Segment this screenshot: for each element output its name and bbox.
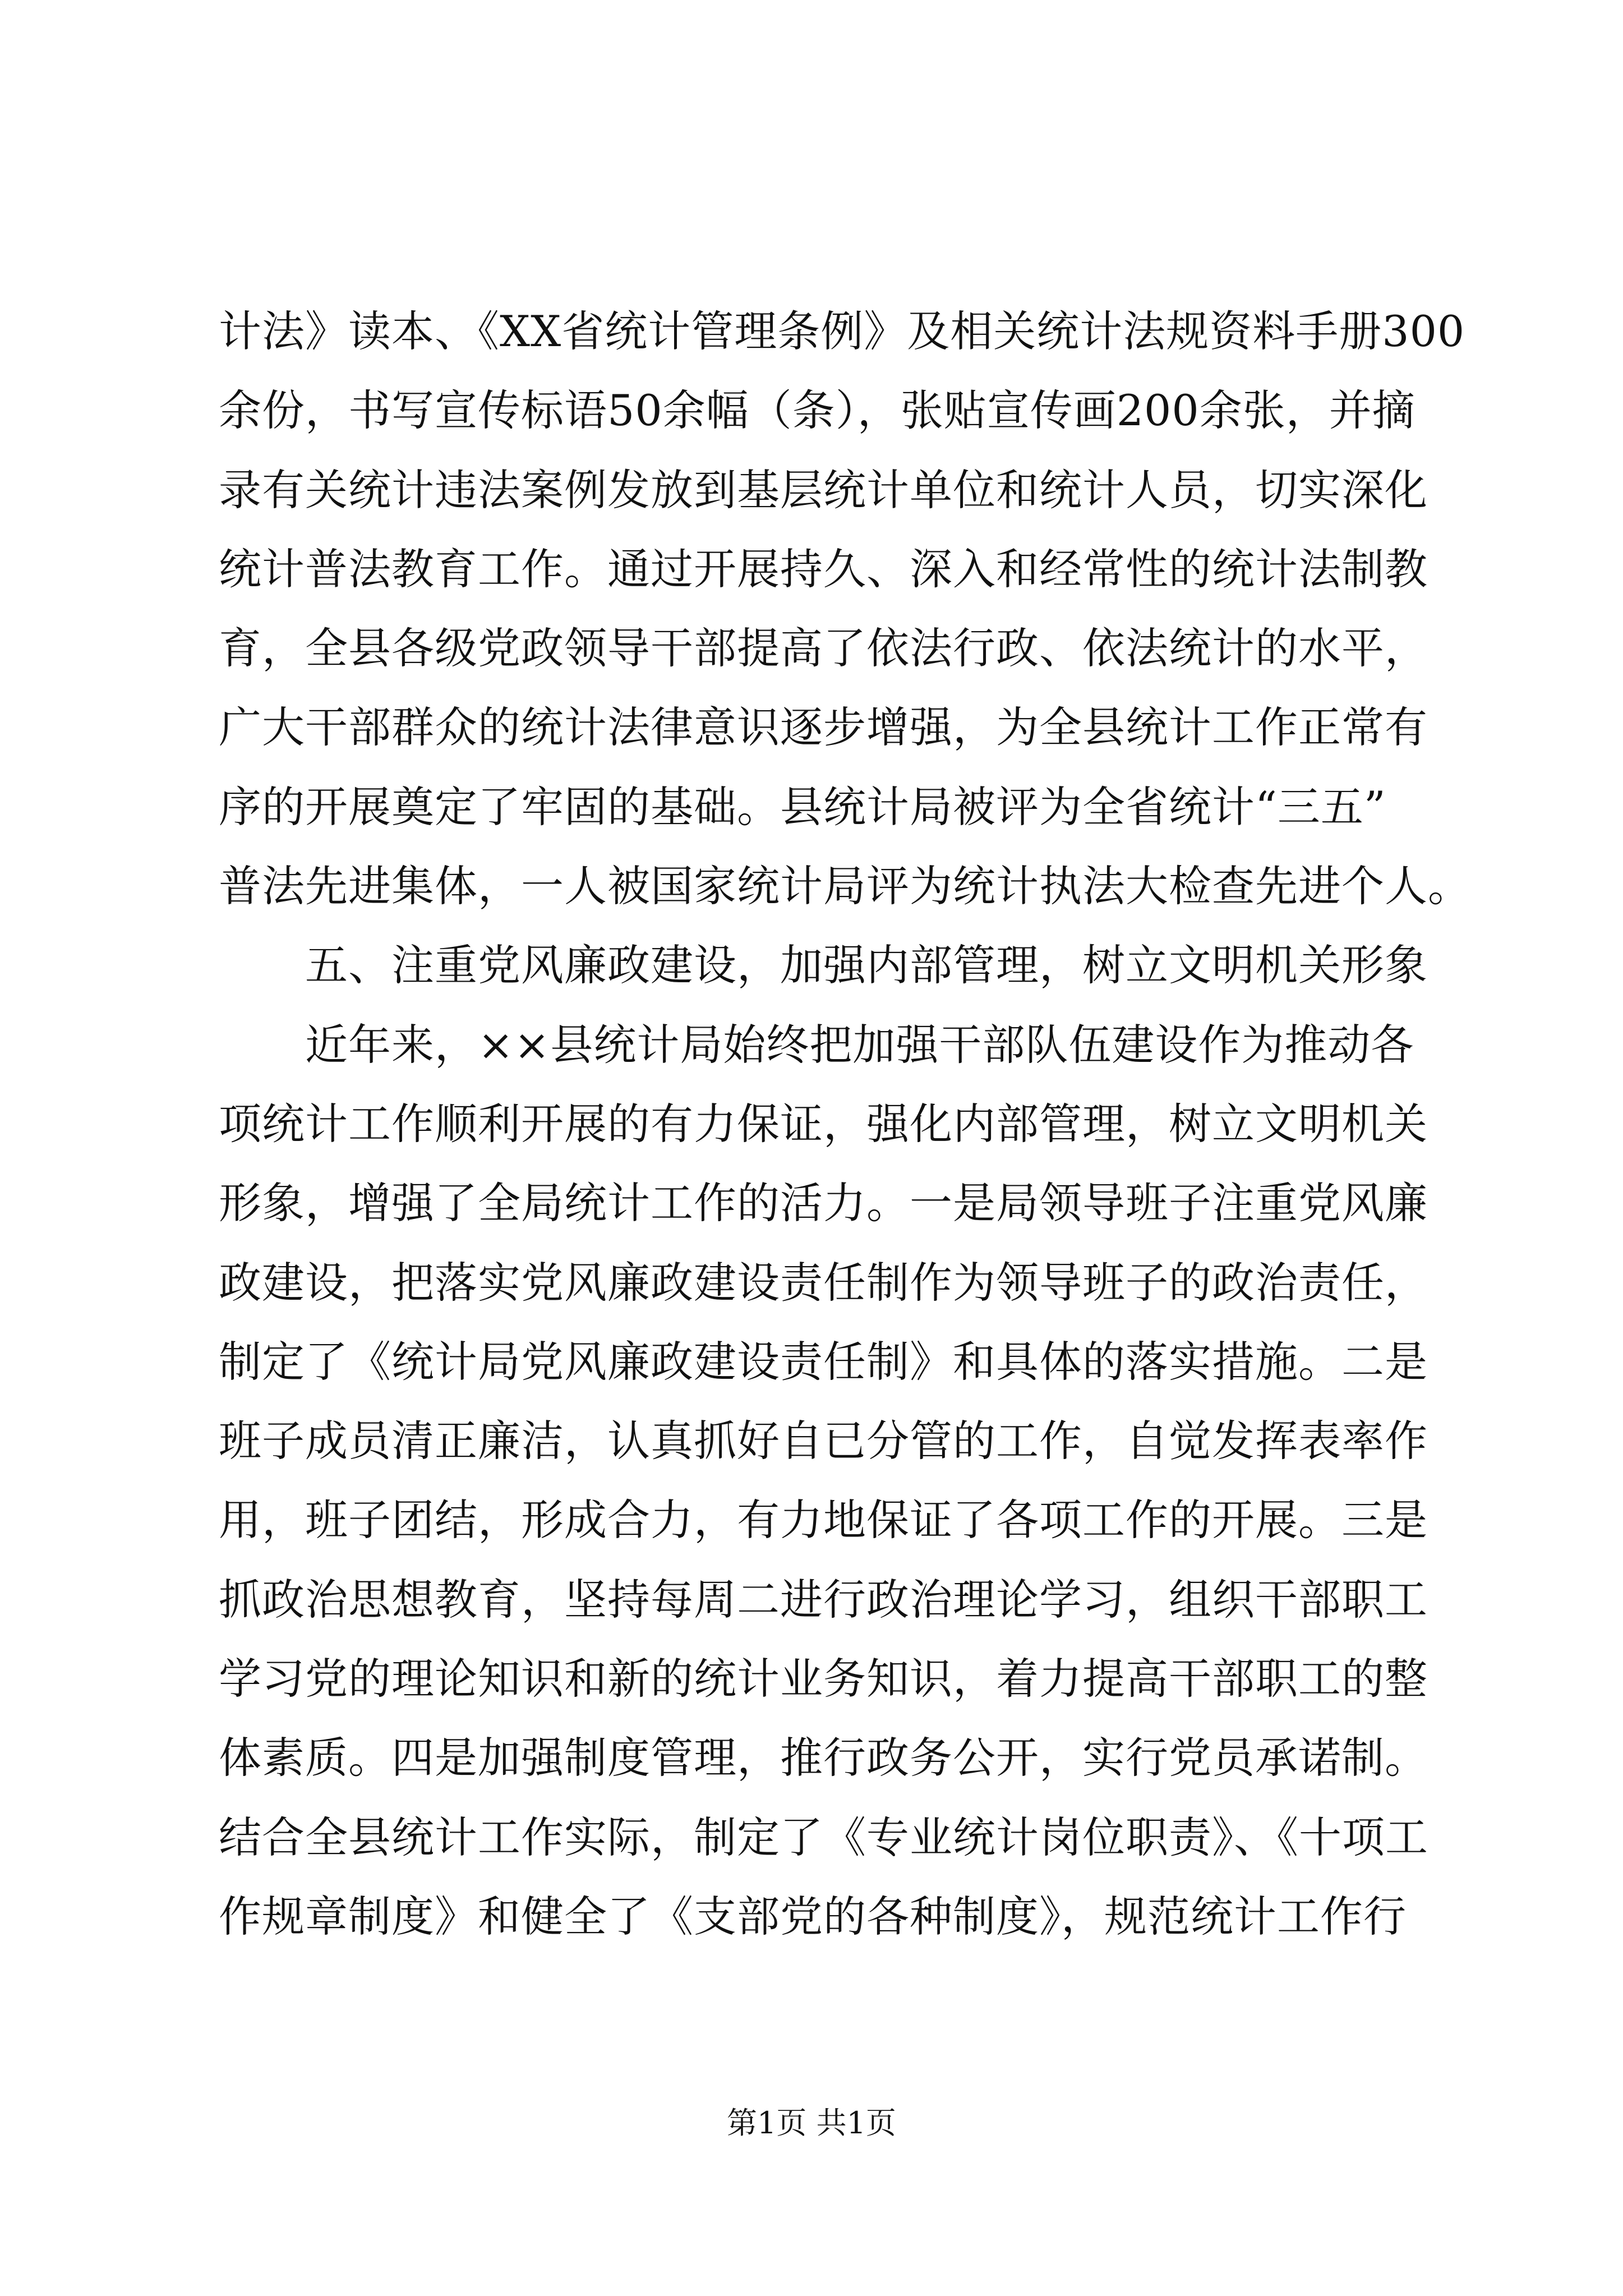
text-line: 序的开展奠定了牢固的基础。县统计局被评为全省统计“三五” xyxy=(219,781,1386,832)
text-line: 体素质。四是加强制度管理，推行政务公开，实行党员承诺制。 xyxy=(219,1733,1428,1783)
text-line: 统计普法教育工作。通过开展持久、深入和经常性的统计法制教 xyxy=(219,544,1428,594)
text-line: 班子成员清正廉洁，认真抓好自已分管的工作，自觉发挥表率作 xyxy=(219,1416,1428,1466)
text-line: 项统计工作顺利开展的有力保证，强化内部管理，树立文明机关 xyxy=(219,1098,1428,1149)
text-line: 结合全县统计工作实际，制定了《专业统计岗位职责》、《十项工 xyxy=(219,1812,1428,1862)
text-line: 余份，书写宣传标语50余幅（条），张贴宣传画200余张，并摘 xyxy=(219,385,1415,436)
text-line: 广大干部群众的统计法律意识逐步增强，为全县统计工作正常有 xyxy=(219,702,1428,753)
text-line: 录有关统计违法案例发放到基层统计单位和统计人员，切实深化 xyxy=(219,464,1428,515)
text-line: 用，班子团结，形成合力，有力地保证了各项工作的开展。三是 xyxy=(219,1495,1428,1545)
text-line: 形象，增强了全局统计工作的活力。一是局领导班子注重党风廉 xyxy=(219,1178,1428,1228)
body-text xyxy=(219,292,1471,1956)
text-line: 制定了《统计局党风廉政建设责任制》和具体的落实措施。二是 xyxy=(219,1336,1428,1387)
text-line: 作规章制度》和健全了《支部党的各种制度》，规范统计工作行 xyxy=(219,1891,1407,1941)
text-line: 学习党的理论知识和新的统计业务知识，着力提高干部职工的整 xyxy=(219,1654,1428,1704)
text-line: 普法先进集体，一人被国家统计局评为统计执法大检查先进个人。 xyxy=(219,861,1471,912)
text-line: 抓政治思想教育，坚持每周二进行政治理论学习，组织干部职工 xyxy=(219,1574,1428,1625)
section-heading: 五、注重党风廉政建设，加强内部管理，树立文明机关形象 xyxy=(219,940,1428,991)
text-line: 政建设，把落实党风廉政建设责任制作为领导班子的政治责任， xyxy=(219,1257,1428,1308)
page-footer xyxy=(0,2101,1623,2146)
text-line: 育，全县各级党政领导干部提高了依法行政、依法统计的水平， xyxy=(219,623,1428,674)
text-line: 计法》读本、《XX省统计管理条例》及相关统计法规资料手册300 xyxy=(219,306,1465,356)
page-number: 第1页 共1页 xyxy=(727,2105,896,2141)
text-line: 近年来，××县统计局始终把加强干部队伍建设作为推动各 xyxy=(219,1019,1414,1070)
